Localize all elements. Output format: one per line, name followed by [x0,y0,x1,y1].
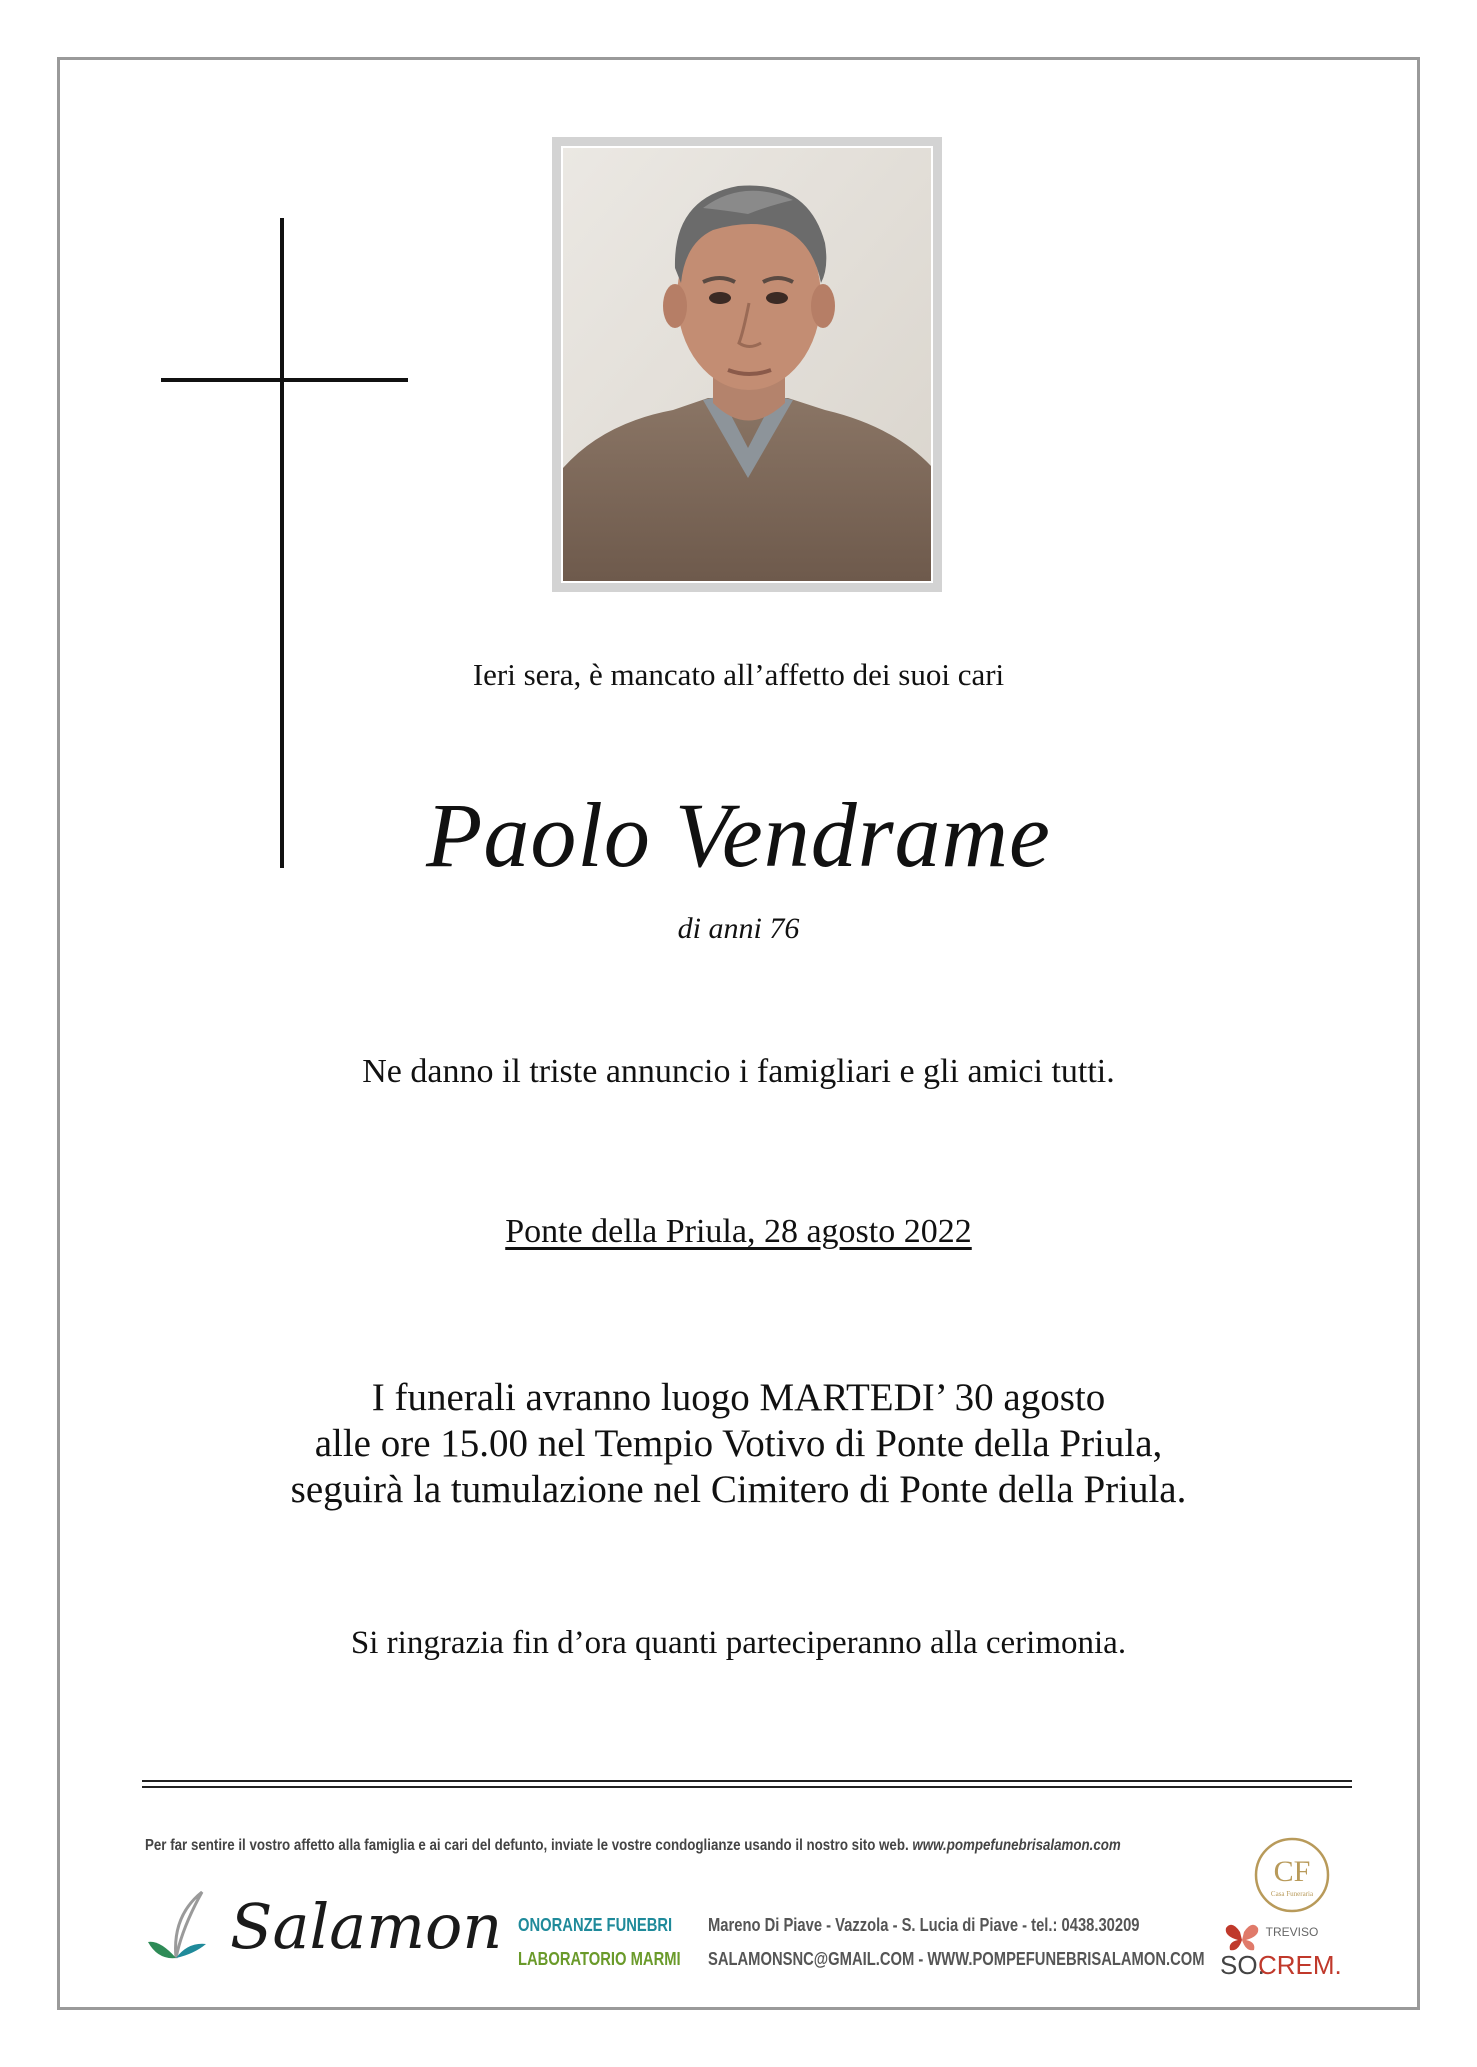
email-web-line[interactable]: SALAMONSNC@GMAIL.COM - WWW.POMPEFUNEBRISALAMON.COM [708,1949,1205,1969]
casa-funeraria-logo-icon [1253,1836,1331,1914]
funeral-info [57,1375,1420,1513]
svg-text:TREVISO: TREVISO [1265,1925,1319,1939]
age-line: di anni 76 [677,912,800,945]
cross-icon-horizontal [161,378,408,382]
contacts-block [708,1908,1205,1976]
salamon-leaf-icon [142,1888,230,1970]
footer-divider-top [142,1780,1352,1782]
service-onoranze: ONORANZE FUNEBRI [518,1915,673,1935]
place-date-text: Ponte della Priula, 28 agosto 2022 [505,1213,972,1250]
deceased-name: Paolo Vendrame [426,784,1051,886]
footer-divider-bottom [142,1786,1352,1788]
socrem-logo-icon [1218,1918,1343,1980]
svg-text:Casa Funeraria: Casa Funeraria [1270,1890,1314,1898]
funeral-line: I funerali avranno luogo MARTEDI’ 30 agosto [371,1376,1106,1419]
place-date-line [57,1213,1420,1251]
condolence-note [145,1837,1121,1855]
thanks-line: Si ringrazia fin d’ora quanti parteciperanno alla cerimonia. [350,1625,1127,1661]
funeral-line: seguirà la tumulazione nel Cimitero di Ponte della Priula. [290,1468,1187,1511]
portrait-photo [561,146,933,583]
svg-text:CREM.: CREM. [1258,1950,1342,1980]
salamon-brand-logo: Salamon [230,1890,503,1963]
service-marmi: LABORATORIO MARMI [518,1949,681,1969]
services-block [518,1908,681,1976]
condolence-website-link[interactable]: www.pompefunebrisalamon.com [912,1837,1121,1854]
funeral-line: alle ore 15.00 nel Tempio Votivo di Ponte della Priula, [314,1422,1163,1465]
condolence-note-text: Per far sentire il vostro affetto alla famiglia e ai cari del defunto, inviate le vostre condoglianze usando il nostro sito web. [145,1837,909,1854]
svg-text:SO.: SO. [1220,1950,1265,1980]
cross-icon-vertical [280,218,284,868]
address-phone-line: Mareno Di Piave - Vazzola - S. Lucia di Piave - tel.: 0438.30209 [708,1915,1140,1935]
intro-line: Ieri sera, è mancato all’affetto dei suoi cari [472,657,1005,692]
portrait-photo-frame [552,137,942,592]
svg-text:CF: CF [1273,1855,1311,1888]
announcement-line: Ne danno il triste annuncio i famigliari e gli amici tutti. [362,1053,1115,1090]
